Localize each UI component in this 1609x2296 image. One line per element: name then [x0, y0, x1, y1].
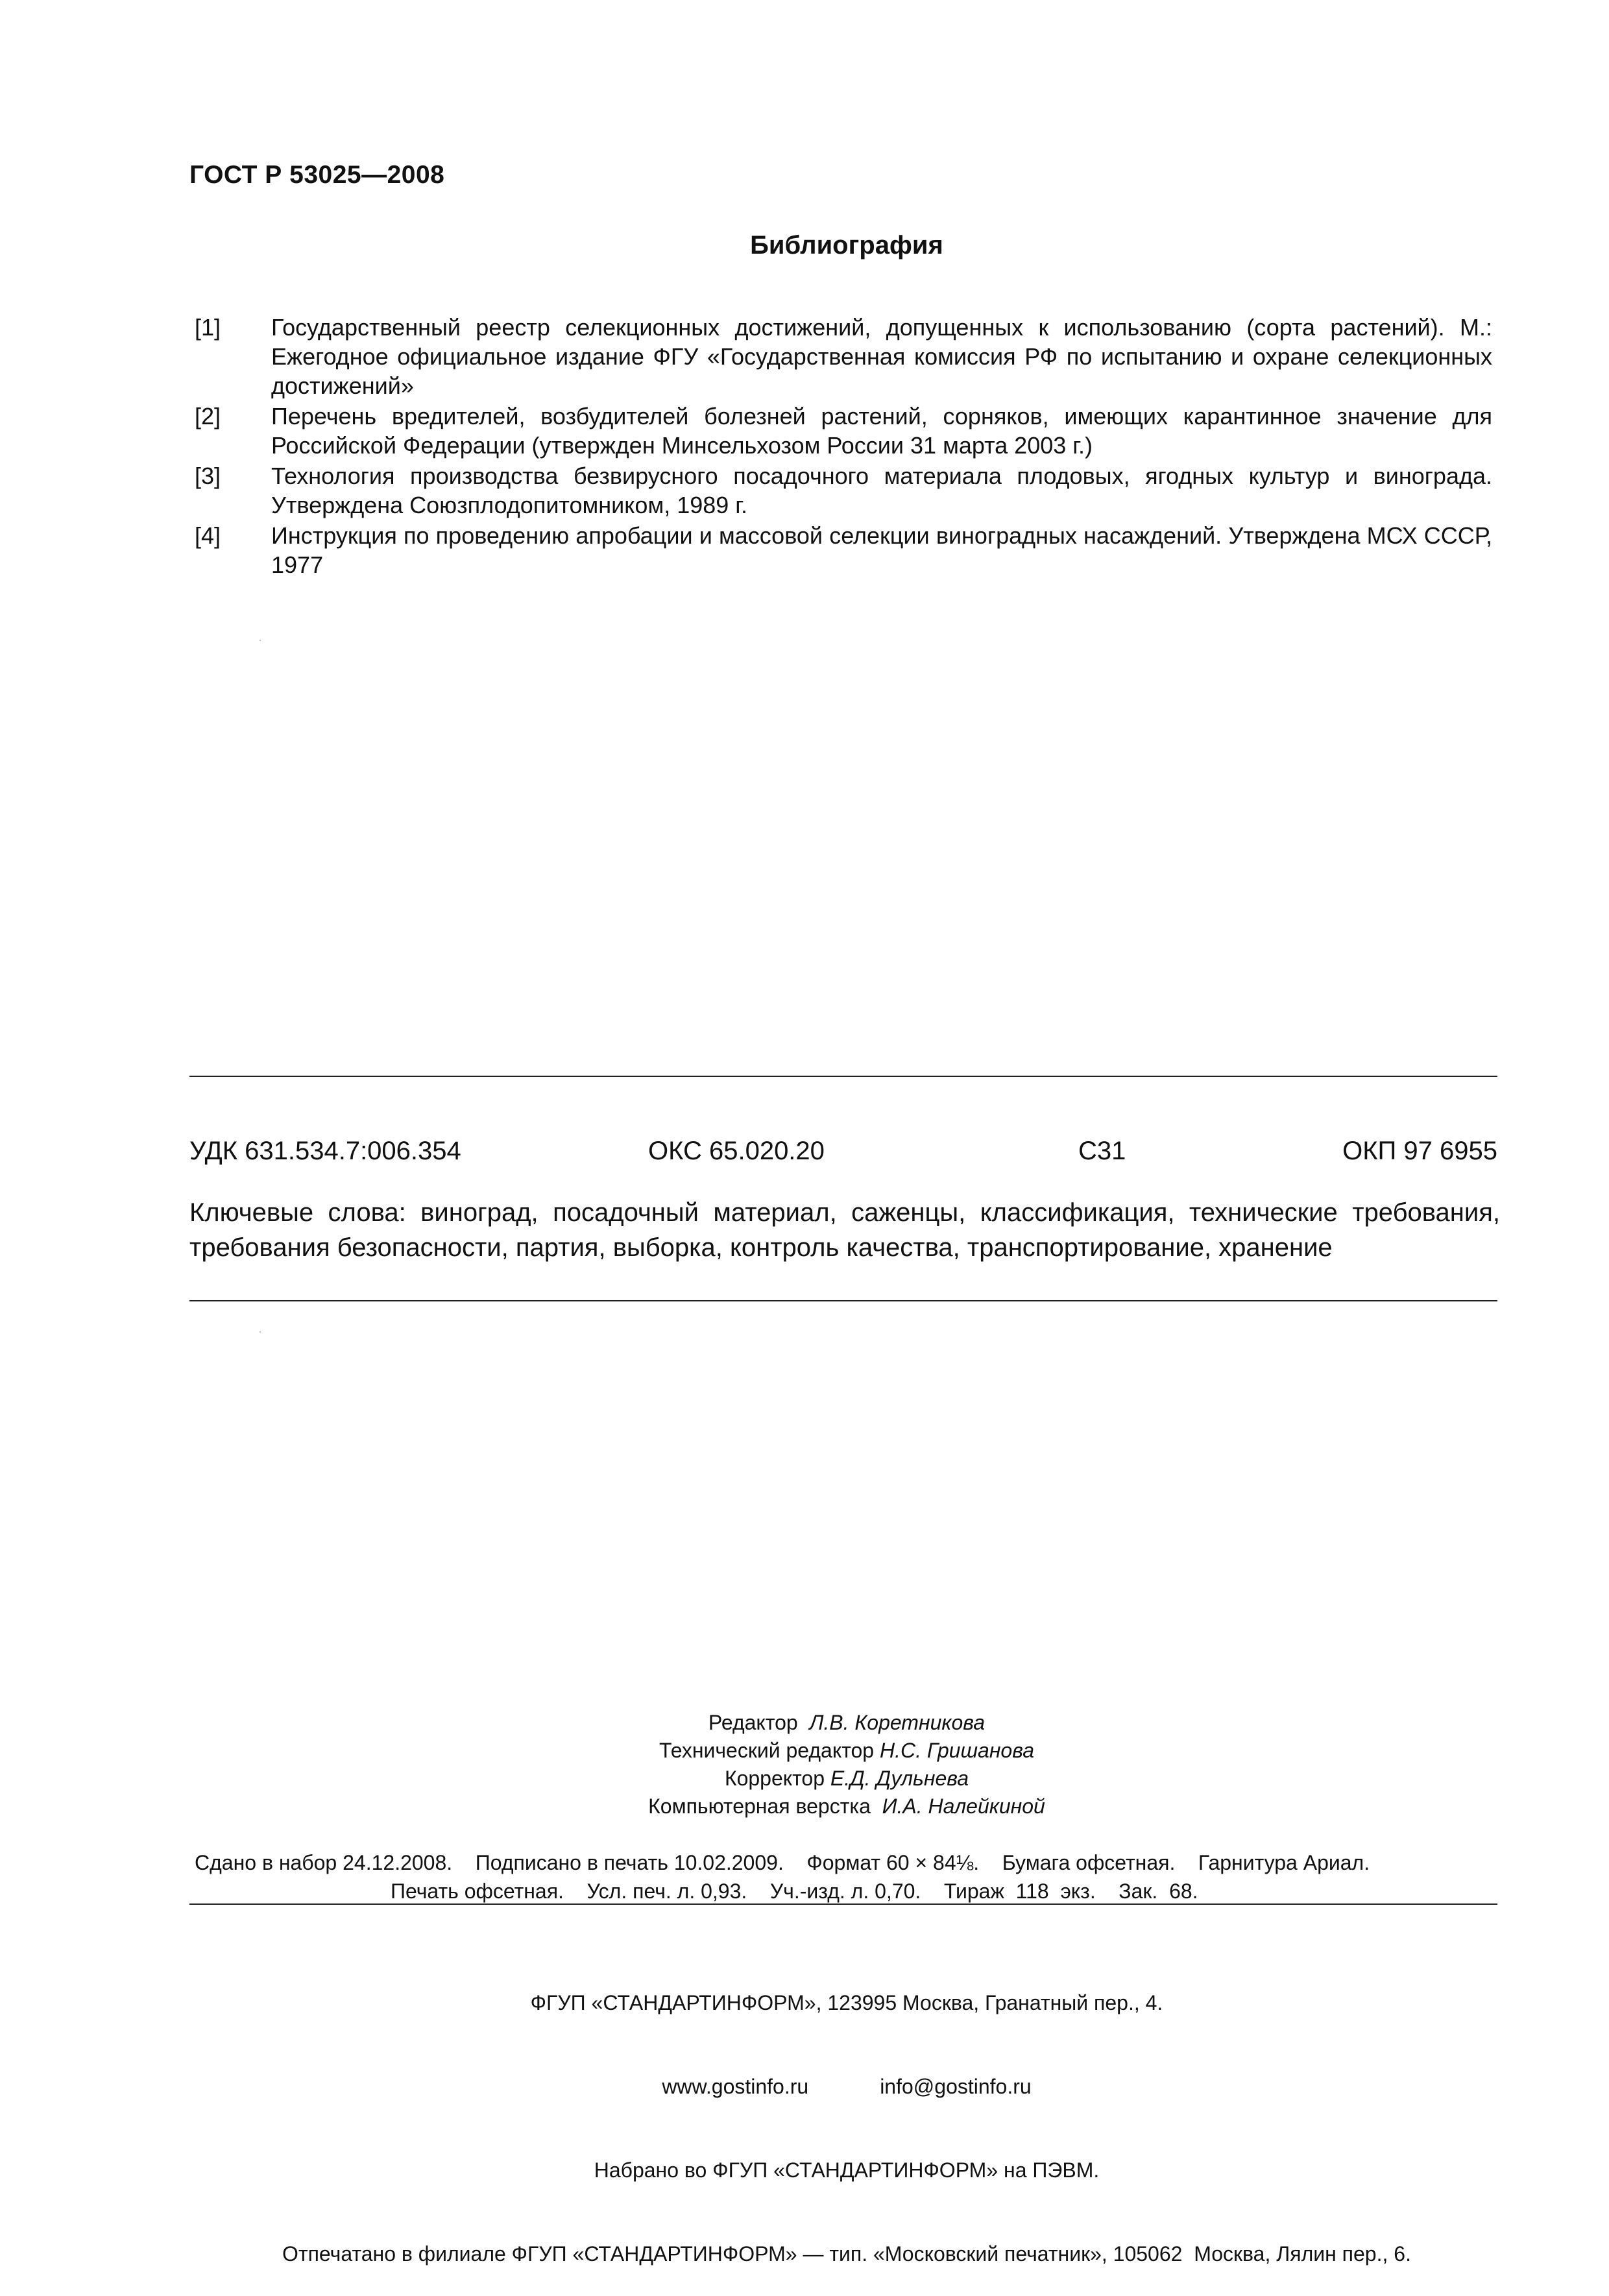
- contact-line: [0, 2073, 1609, 2101]
- typeset-note: Набрано во ФГУП «СТАНДАРТИНФОРМ» на ПЭВМ.: [594, 2158, 1100, 2182]
- credit-line: [0, 1709, 1609, 1737]
- publication-info-line2: Печать офсетная. Усл. печ. л. 0,93. Уч.-изд. л. 0,70. Тираж 118 экз. Зак. 68.: [391, 1879, 1198, 1903]
- bibliography-item-text: Перечень вредителей, возбудителей болезней растений, сорняков, имеющих карантинное значение для Российской Федерации (утвержден Минсельхозом России 31 марта 2003 г.): [271, 403, 1492, 459]
- credit-role: Технический редактор: [659, 1739, 875, 1762]
- credit-role: Компьютерная верстка: [648, 1795, 871, 1818]
- website-link[interactable]: www.gostinfo.ru: [662, 2075, 809, 2098]
- email-link[interactable]: info@gostinfo.ru: [880, 2075, 1032, 2098]
- divider-bottom: [189, 1300, 1497, 1301]
- okp-code: ОКП 97 6955: [1342, 1137, 1497, 1165]
- bibliography-item-text: Технология производства безвирусного посадочного материала плодовых, ягодных культур и винограда. Утверждена Союзплодопитомником, 1989 г.: [271, 463, 1492, 518]
- bibliography-item: [195, 461, 1492, 520]
- bibliography-item: [195, 313, 1492, 400]
- credit-line: [0, 1737, 1609, 1765]
- bibliography-item-number: [4]: [195, 522, 221, 549]
- credit-name: И.А. Налейкиной: [882, 1795, 1045, 1818]
- bibliography-item-text: Инструкция по проведению апробации и массовой селекции виноградных насаждений. Утверждена МСХ СССР, 1977: [271, 522, 1492, 578]
- udk-code: УДК 631.534.7:006.354: [189, 1137, 461, 1165]
- classification-line: [189, 1137, 1497, 1169]
- bibliography-item-number: [3]: [195, 463, 221, 489]
- divider-footer: [189, 1903, 1497, 1905]
- bibliography-item: [195, 402, 1492, 460]
- credit-name: Л.В. Коретникова: [809, 1711, 986, 1734]
- publisher-address: ФГУП «СТАНДАРТИНФОРМ», 123995 Москва, Гранатный пер., 4.: [530, 1991, 1163, 2014]
- printed-note: Отпечатано в филиале ФГУП «СТАНДАРТИНФОРМ» — тип. «Московский печатник», 105062 Москва, Лялин пер., 6.: [282, 2242, 1411, 2266]
- scan-speck: [260, 640, 261, 641]
- bibliography-item-number: [2]: [195, 403, 221, 429]
- credit-name: Е.Д. Дульнева: [830, 1767, 969, 1790]
- bibliography-list: [195, 313, 1492, 581]
- bibliography-item-number: [1]: [195, 314, 221, 341]
- footer-block: [0, 1933, 1609, 2296]
- group-code: С31: [1078, 1137, 1126, 1165]
- credit-role: Редактор: [708, 1711, 798, 1734]
- credit-name: Н.С. Гришанова: [879, 1739, 1035, 1762]
- bibliography-title: Библиография: [750, 231, 943, 260]
- oks-code: ОКС 65.020.20: [648, 1137, 825, 1165]
- credit-role: Корректор: [724, 1767, 825, 1790]
- divider-top: [189, 1076, 1497, 1077]
- bibliography-item: [195, 521, 1492, 579]
- publication-info-line1: Сдано в набор 24.12.2008. Подписано в печать 10.02.2009. Формат 60 × 84⅛. Бумага офсетная. Гарнитура Ариал.: [195, 1851, 1370, 1874]
- keywords: Ключевые слова: виноград, посадочный материал, саженцы, классификация, технические требования, требования безопасности, партия, выборка, контроль качества, транспортирование, хранение: [189, 1198, 1500, 1262]
- bibliography-item-text: Государственный реестр селекционных достижений, допущенных к использованию (сорта растений). М.: Ежегодное официальное издание ФГУ «Государственная комиссия РФ по испытанию и охране селекционных достижений»: [271, 314, 1492, 399]
- credits-block: [0, 1709, 1609, 1820]
- document-id: ГОСТ Р 53025—2008: [189, 161, 445, 189]
- scan-speck: [260, 1331, 261, 1333]
- credit-line: [0, 1793, 1609, 1820]
- credit-line: [0, 1765, 1609, 1793]
